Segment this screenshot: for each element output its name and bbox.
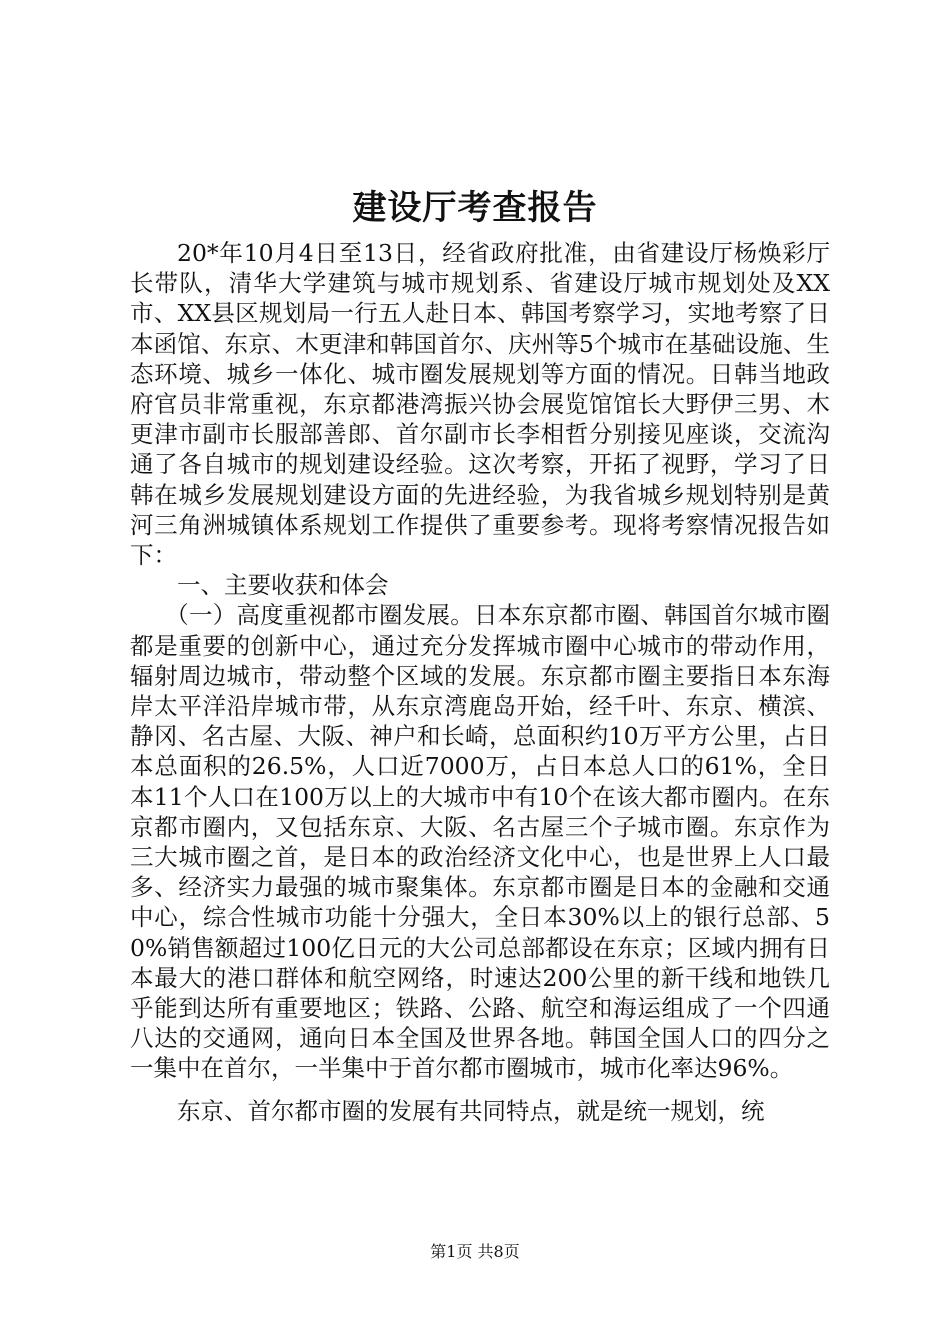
section-paragraph: （一）高度重视都市圈发展。日本东京都市圈、韩国首尔城市圈都是重要的创新中心，通过充分发挥城市圈中心城市的带动作用，辐射周边城市，带动整个区域的发展。东京都市圈主要指日本东海岸太平洋沿岸城市带，从东京湾鹿岛开始，经千叶、东京、横滨、静冈、名古屋、大阪、神户和长崎，总面积约10万平方公里，占日本总面积的26.5%，人口近7000万，占日本总人口的61%，全日本11个人口在100万以上的大城市中有10个在该大都市圈内。在东京都市圈内，又包括东京、大阪、名古屋三个子城市圈。东京作为三大城市圈之首，是日本的政治经济文化中心，也是世界上人口最多、经济实力最强的城市聚集体。东京都市圈是日本的金融和交通中心，综合性城市功能十分强大，全日本30%以上的银行总部、50%销售额超过100亿日元的大公司总部都设在东京；区域内拥有日本最大的港口群体和航空网络，时速达200公里的新干线和地铁几乎能到达所有重要地区；铁路、公路、航空和海运组成了一个四通八达的交通网，通向日本全国及世界各地。韩国全国人口的四分之一集中在首尔，一半集中于首尔都市圈城市，城市化率达96%。 (130, 601, 830, 1083)
document-body (130, 238, 830, 1126)
page-footer: 第1页 共8页 (430, 1242, 520, 1261)
section-heading: 一、主要收获和体会 (177, 571, 389, 600)
intro-paragraph: 20*年10月4日至13日，经省政府批准，由省建设厅杨焕彩厅长带队，清华大学建筑与城市规划系、省建设厅城市规划处及XX市、XX县区规划局一行五人赴日本、韩国考察学习，实地考察了日本函馆、东京、木更津和韩国首尔、庆州等5个城市在基础设施、生态环境、城乡一体化、城市圈发展规划等方面的情况。日韩当地政府官员非常重视，东京都港湾振兴协会展览馆馆长大野伊三男、木更津市副市长服部善郎、首尔副市长李相哲分别接见座谈，交流沟通了各自城市的规划建设经验。这次考察，开拓了视野，学习了日韩在城乡发展规划建设方面的先进经验，为我省城乡规划特别是黄河三角洲城镇体系规划工作提供了重要参考。现将考察情况报告如下： (130, 239, 830, 570)
document-title: 建设厅考查报告 (352, 188, 598, 228)
continuation-paragraph: 东京、首尔都市圈的发展有共同特点，就是统一规划，统 (177, 1096, 765, 1125)
